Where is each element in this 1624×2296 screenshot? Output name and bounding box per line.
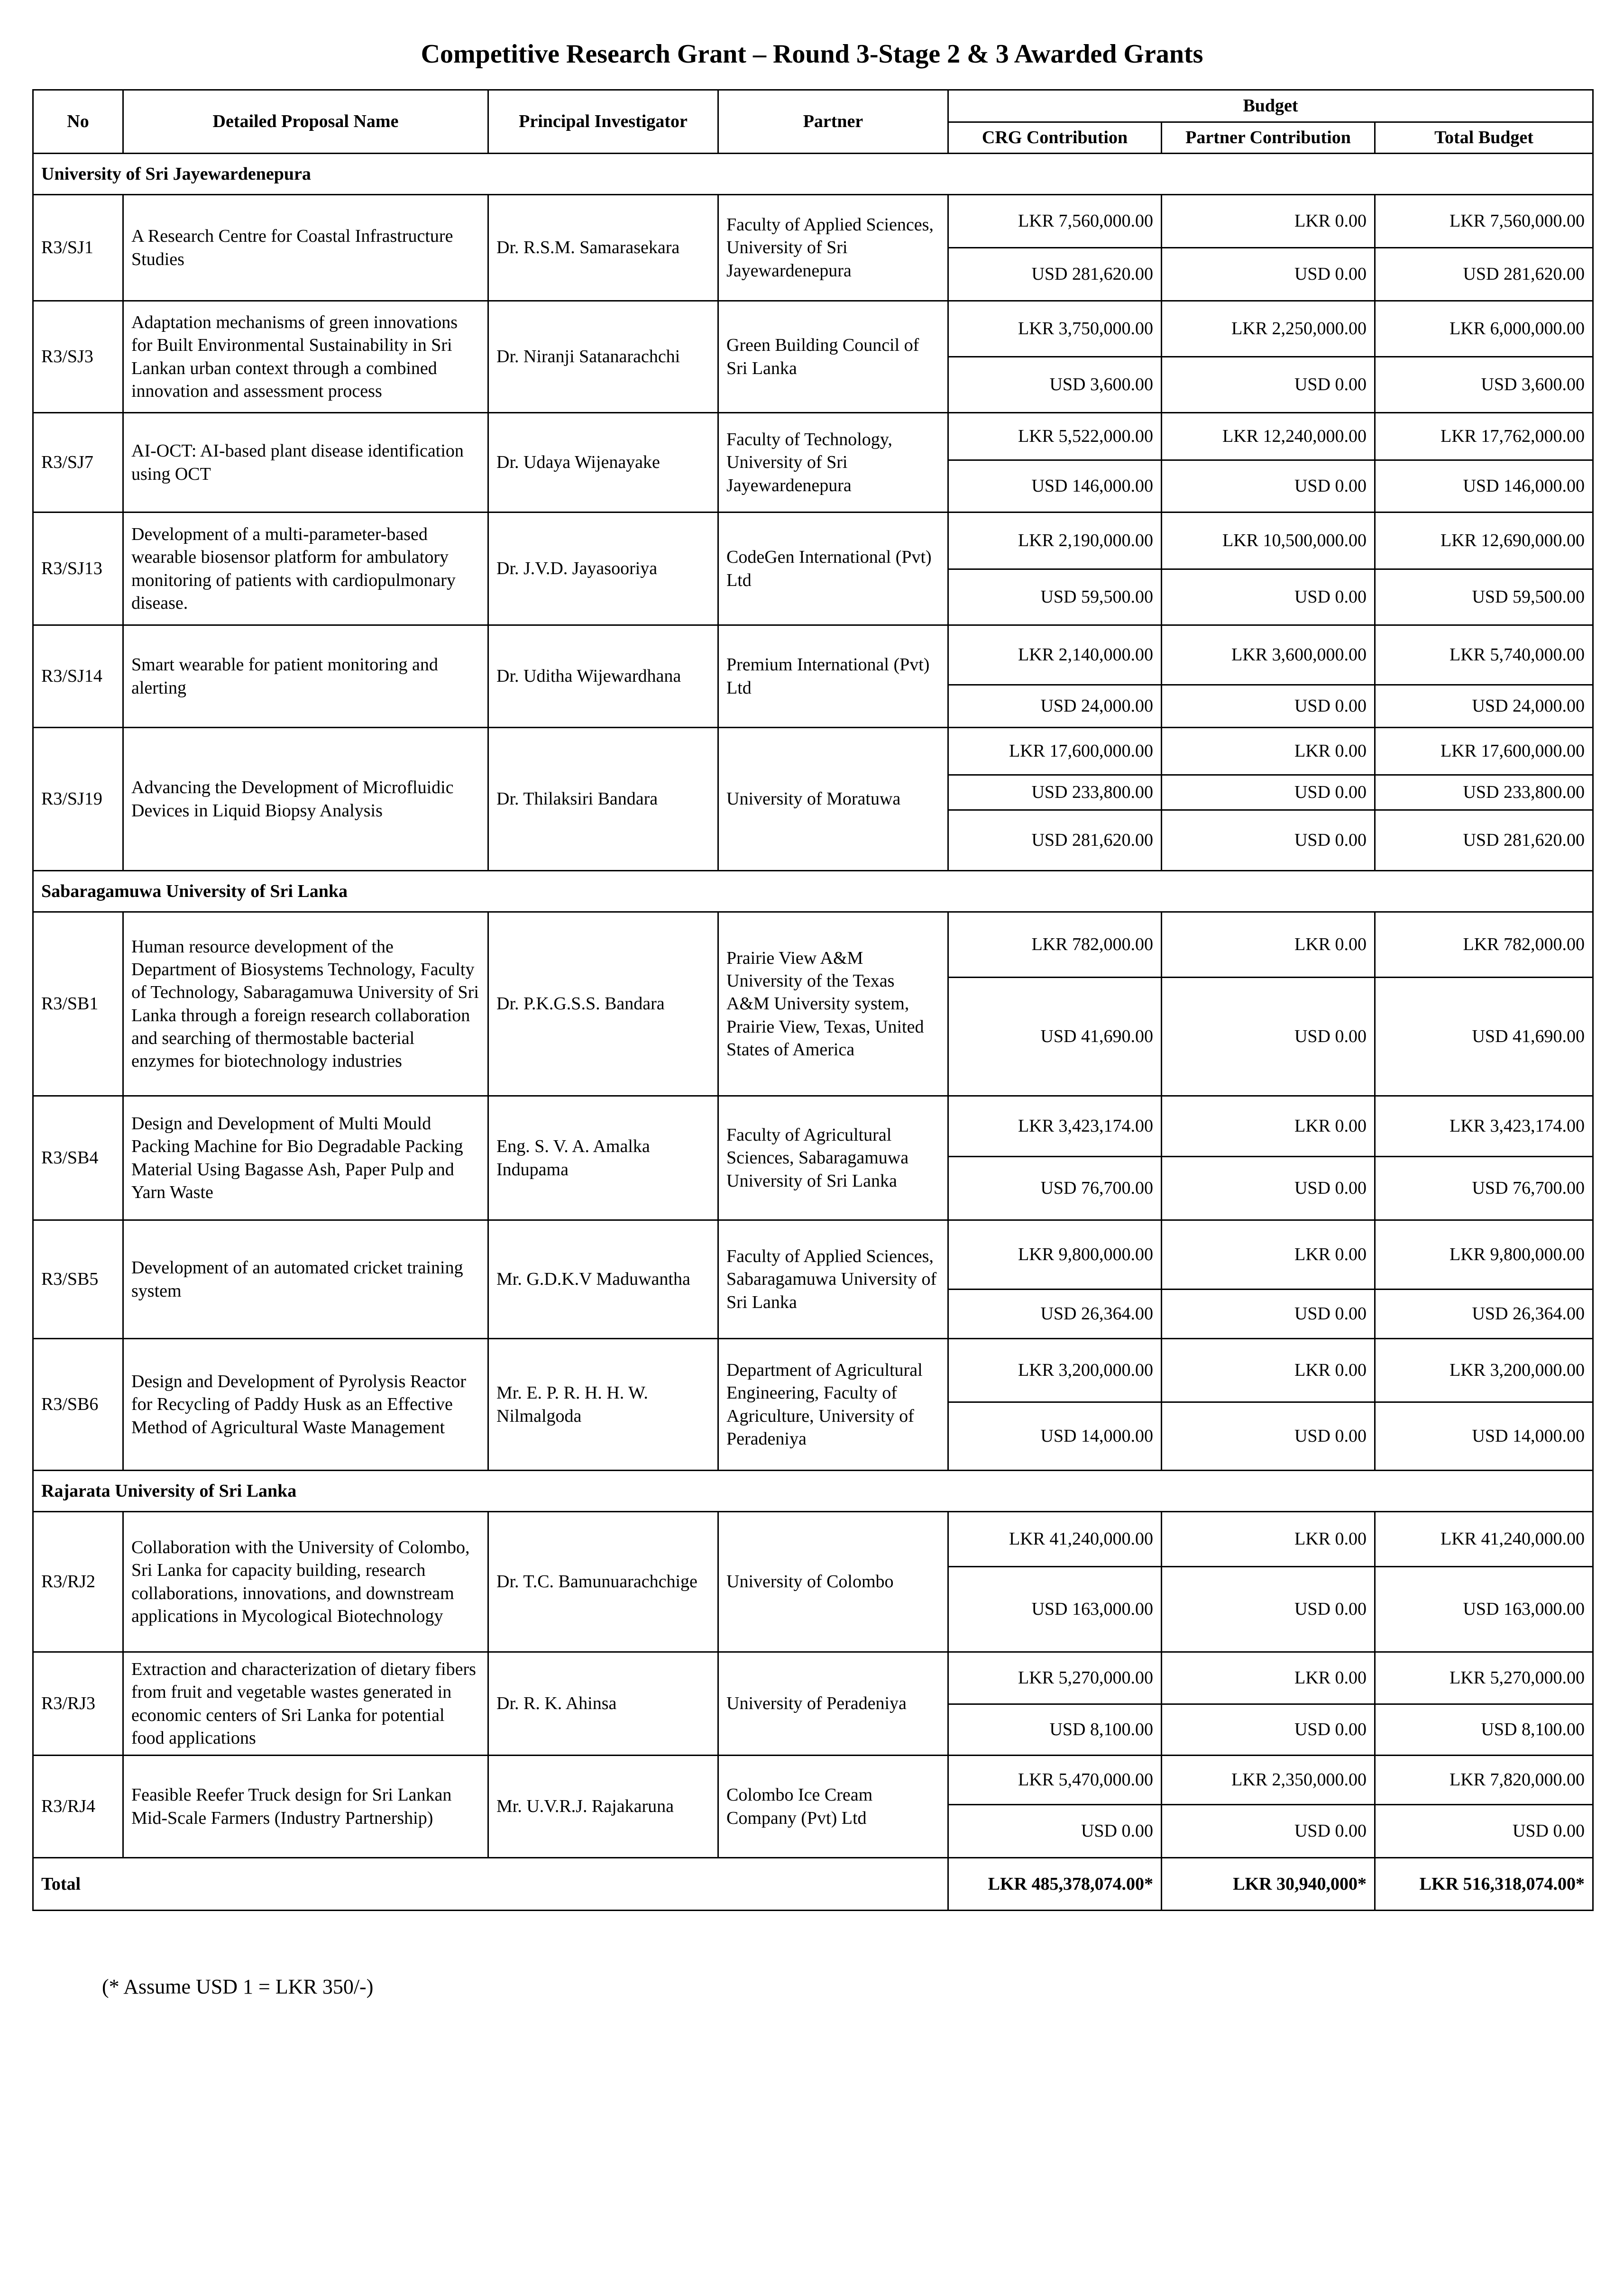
proposal-name: Advancing the Development of Microfluidic Devices in Liquid Biopsy Analysis [123, 728, 488, 871]
partner-name: Faculty of Applied Sciences, University of Sri Jayewardenepura [718, 195, 948, 301]
partner-name: Prairie View A&M University of the Texas A&M University system, Prairie View, Texas, United States of America [718, 912, 948, 1096]
crg-contribution: LKR 2,140,000.00 [948, 625, 1162, 685]
partner-name: Colombo Ice Cream Company (Pvt) Ltd [718, 1756, 948, 1858]
partner-contribution: LKR 2,350,000.00 [1162, 1756, 1375, 1805]
proposal-name: A Research Centre for Coastal Infrastructure Studies [123, 195, 488, 301]
proposal-name: Adaptation mechanisms of green innovations for Built Environmental Sustainability in Sri Lankan urban context through a combined innovation and assessment process [123, 301, 488, 413]
principal-investigator: Dr. Uditha Wijewardhana [488, 625, 718, 728]
header-principal-investigator: Principal Investigator [488, 90, 718, 154]
table-row [33, 1339, 1593, 1402]
proposal-name: Extraction and characterization of dietary fibers from fruit and vegetable wastes generated in economic centers of Sri Lanka for potential food applications [123, 1652, 488, 1756]
total-budget-cell: USD 233,800.00 [1375, 775, 1593, 810]
section-title: Sabaragamuwa University of Sri Lanka [33, 871, 1593, 912]
header-partner: Partner [718, 90, 948, 154]
proposal-number: R3/SJ7 [33, 413, 123, 512]
crg-contribution: LKR 3,423,174.00 [948, 1096, 1162, 1157]
partner-name: Faculty of Technology, University of Sri Jayewardenepura [718, 413, 948, 512]
proposal-number: R3/SJ19 [33, 728, 123, 871]
total-partner: LKR 30,940,000* [1162, 1858, 1375, 1911]
principal-investigator: Eng. S. V. A. Amalka Indupama [488, 1096, 718, 1220]
total-label: Total [33, 1858, 948, 1911]
total-budget-cell: LKR 3,200,000.00 [1375, 1339, 1593, 1402]
total-row [33, 1858, 1593, 1911]
principal-investigator: Mr. U.V.R.J. Rajakaruna [488, 1756, 718, 1858]
table-row [33, 728, 1593, 775]
crg-contribution: LKR 17,600,000.00 [948, 728, 1162, 775]
crg-contribution: LKR 3,200,000.00 [948, 1339, 1162, 1402]
crg-contribution: USD 76,700.00 [948, 1157, 1162, 1220]
total-budget-cell: USD 3,600.00 [1375, 357, 1593, 413]
crg-contribution: USD 233,800.00 [948, 775, 1162, 810]
partner-contribution: USD 0.00 [1162, 810, 1375, 871]
crg-contribution: USD 281,620.00 [948, 810, 1162, 871]
table-row [33, 1220, 1593, 1290]
partner-contribution: LKR 0.00 [1162, 1512, 1375, 1567]
section-title: Rajarata University of Sri Lanka [33, 1471, 1593, 1512]
table-row [33, 301, 1593, 357]
proposal-name: Development of an automated cricket training system [123, 1220, 488, 1339]
proposal-number: R3/SB6 [33, 1339, 123, 1471]
partner-contribution: USD 0.00 [1162, 569, 1375, 625]
crg-contribution: LKR 5,270,000.00 [948, 1652, 1162, 1704]
partner-contribution: LKR 3,600,000.00 [1162, 625, 1375, 685]
section-sri-jayewardenepura [33, 154, 1593, 195]
total-budget-cell: LKR 5,740,000.00 [1375, 625, 1593, 685]
partner-contribution: USD 0.00 [1162, 248, 1375, 301]
total-budget-cell: USD 146,000.00 [1375, 460, 1593, 512]
crg-contribution: USD 3,600.00 [948, 357, 1162, 413]
partner-contribution: USD 0.00 [1162, 1402, 1375, 1471]
table-row [33, 512, 1593, 569]
proposal-number: R3/SB1 [33, 912, 123, 1096]
crg-contribution: LKR 2,190,000.00 [948, 512, 1162, 569]
partner-contribution: LKR 2,250,000.00 [1162, 301, 1375, 357]
crg-contribution: LKR 782,000.00 [948, 912, 1162, 978]
total-budget-cell: USD 163,000.00 [1375, 1567, 1593, 1652]
total-budget-cell: USD 14,000.00 [1375, 1402, 1593, 1471]
total-budget-cell: LKR 12,690,000.00 [1375, 512, 1593, 569]
partner-name: Department of Agricultural Engineering, Faculty of Agriculture, University of Peradeniya [718, 1339, 948, 1471]
table-row [33, 912, 1593, 978]
partner-contribution: LKR 10,500,000.00 [1162, 512, 1375, 569]
crg-contribution: USD 281,620.00 [948, 248, 1162, 301]
table-row [33, 413, 1593, 460]
header-crg-contribution: CRG Contribution [948, 122, 1162, 154]
crg-contribution: LKR 41,240,000.00 [948, 1512, 1162, 1567]
table-row [33, 195, 1593, 248]
proposal-name: AI-OCT: AI-based plant disease identification using OCT [123, 413, 488, 512]
header-no: No [33, 90, 123, 154]
proposal-name: Design and Development of Multi Mould Packing Machine for Bio Degradable Packing Material Using Bagasse Ash, Paper Pulp and Yarn Waste [123, 1096, 488, 1220]
crg-contribution: LKR 5,470,000.00 [948, 1756, 1162, 1805]
crg-contribution: USD 8,100.00 [948, 1704, 1162, 1756]
header-total-budget: Total Budget [1375, 122, 1593, 154]
partner-contribution: USD 0.00 [1162, 1704, 1375, 1756]
principal-investigator: Dr. R.S.M. Samarasekara [488, 195, 718, 301]
partner-contribution: LKR 12,240,000.00 [1162, 413, 1375, 460]
partner-name: Green Building Council of Sri Lanka [718, 301, 948, 413]
table-row [33, 1756, 1593, 1805]
proposal-name: Human resource development of the Department of Biosystems Technology, Faculty of Technology, Sabaragamuwa University of Sri Lanka through a foreign research collaboration and searching of thermostable bacterial enzymes for biotechnology industries [123, 912, 488, 1096]
header-partner-contribution: Partner Contribution [1162, 122, 1375, 154]
total-budget-cell: LKR 5,270,000.00 [1375, 1652, 1593, 1704]
total-budget-cell: USD 8,100.00 [1375, 1704, 1593, 1756]
table-row [33, 625, 1593, 685]
crg-contribution: USD 14,000.00 [948, 1402, 1162, 1471]
total-budget-cell: LKR 9,800,000.00 [1375, 1220, 1593, 1290]
partner-name: CodeGen International (Pvt) Ltd [718, 512, 948, 625]
partner-contribution: USD 0.00 [1162, 775, 1375, 810]
partner-name: University of Colombo [718, 1512, 948, 1652]
total-budget-cell: LKR 6,000,000.00 [1375, 301, 1593, 357]
header-budget: Budget [948, 90, 1593, 122]
total-budget-cell: LKR 17,600,000.00 [1375, 728, 1593, 775]
total-budget-cell: USD 24,000.00 [1375, 685, 1593, 728]
crg-contribution: USD 59,500.00 [948, 569, 1162, 625]
total-budget-cell: LKR 782,000.00 [1375, 912, 1593, 978]
partner-contribution: USD 0.00 [1162, 357, 1375, 413]
proposal-number: R3/SJ1 [33, 195, 123, 301]
total-budget-cell: USD 281,620.00 [1375, 248, 1593, 301]
principal-investigator: Dr. T.C. Bamunuarachchige [488, 1512, 718, 1652]
total-budget-cell: USD 26,364.00 [1375, 1290, 1593, 1339]
partner-contribution: USD 0.00 [1162, 460, 1375, 512]
partner-contribution: USD 0.00 [1162, 1290, 1375, 1339]
exchange-rate-note: (* Assume USD 1 = LKR 350/-) [102, 1975, 374, 1998]
crg-contribution: USD 0.00 [948, 1805, 1162, 1858]
partner-contribution: USD 0.00 [1162, 1157, 1375, 1220]
grants-table [32, 89, 1594, 1911]
principal-investigator: Dr. J.V.D. Jayasooriya [488, 512, 718, 625]
crg-contribution: USD 41,690.00 [948, 978, 1162, 1096]
page-title: Competitive Research Grant – Round 3-Stage 2 & 3 Awarded Grants [421, 39, 1203, 69]
principal-investigator: Dr. Niranji Satanarachchi [488, 301, 718, 413]
section-sabaragamuwa [33, 871, 1593, 912]
partner-contribution: USD 0.00 [1162, 1805, 1375, 1858]
total-budget-cell: USD 281,620.00 [1375, 810, 1593, 871]
partner-contribution: USD 0.00 [1162, 1567, 1375, 1652]
proposal-number: R3/RJ3 [33, 1652, 123, 1756]
total-budget-cell: USD 0.00 [1375, 1805, 1593, 1858]
partner-name: University of Moratuwa [718, 728, 948, 871]
crg-contribution: USD 24,000.00 [948, 685, 1162, 728]
proposal-name: Collaboration with the University of Colombo, Sri Lanka for capacity building, research collaborations, innovations, and downstream applications in Mycological Biotechnology [123, 1512, 488, 1652]
table-body [33, 154, 1593, 1858]
partner-contribution: USD 0.00 [1162, 978, 1375, 1096]
principal-investigator: Dr. R. K. Ahinsa [488, 1652, 718, 1756]
partner-contribution: LKR 0.00 [1162, 195, 1375, 248]
total-crg: LKR 485,378,074.00* [948, 1858, 1162, 1911]
partner-contribution: LKR 0.00 [1162, 1220, 1375, 1290]
proposal-name: Design and Development of Pyrolysis Reactor for Recycling of Paddy Husk as an Effective Method of Agricultural Waste Management [123, 1339, 488, 1471]
total-budget-cell: LKR 17,762,000.00 [1375, 413, 1593, 460]
partner-contribution: LKR 0.00 [1162, 1652, 1375, 1704]
section-rajarata [33, 1471, 1593, 1512]
principal-investigator: Dr. Udaya Wijenayake [488, 413, 718, 512]
crg-contribution: LKR 3,750,000.00 [948, 301, 1162, 357]
crg-contribution: USD 163,000.00 [948, 1567, 1162, 1652]
proposal-number: R3/RJ4 [33, 1756, 123, 1858]
partner-contribution: LKR 0.00 [1162, 912, 1375, 978]
crg-contribution: LKR 9,800,000.00 [948, 1220, 1162, 1290]
partner-contribution: LKR 0.00 [1162, 1096, 1375, 1157]
partner-contribution: LKR 0.00 [1162, 1339, 1375, 1402]
partner-name: Faculty of Agricultural Sciences, Sabaragamuwa University of Sri Lanka [718, 1096, 948, 1220]
crg-contribution: LKR 5,522,000.00 [948, 413, 1162, 460]
proposal-number: R3/RJ2 [33, 1512, 123, 1652]
principal-investigator: Dr. Thilaksiri Bandara [488, 728, 718, 871]
principal-investigator: Dr. P.K.G.S.S. Bandara [488, 912, 718, 1096]
proposal-name: Feasible Reefer Truck design for Sri Lankan Mid-Scale Farmers (Industry Partnership) [123, 1756, 488, 1858]
partner-contribution: LKR 0.00 [1162, 728, 1375, 775]
table-row [33, 1652, 1593, 1704]
header-proposal-name: Detailed Proposal Name [123, 90, 488, 154]
total-budget-cell: USD 41,690.00 [1375, 978, 1593, 1096]
proposal-name: Development of a multi-parameter-based wearable biosensor platform for ambulatory monitoring of patients with cardiopulmonary disease. [123, 512, 488, 625]
principal-investigator: Mr. E. P. R. H. H. W. Nilmalgoda [488, 1339, 718, 1471]
crg-contribution: LKR 7,560,000.00 [948, 195, 1162, 248]
total-budget-cell: LKR 41,240,000.00 [1375, 1512, 1593, 1567]
total-budget-cell: USD 59,500.00 [1375, 569, 1593, 625]
proposal-number: R3/SJ3 [33, 301, 123, 413]
proposal-number: R3/SB4 [33, 1096, 123, 1220]
total-budget-cell: LKR 3,423,174.00 [1375, 1096, 1593, 1157]
partner-name: Faculty of Applied Sciences, Sabaragamuwa University of Sri Lanka [718, 1220, 948, 1339]
table-row [33, 1512, 1593, 1567]
proposal-number: R3/SJ14 [33, 625, 123, 728]
partner-contribution: USD 0.00 [1162, 685, 1375, 728]
table-row [33, 1096, 1593, 1157]
crg-contribution: USD 146,000.00 [948, 460, 1162, 512]
principal-investigator: Mr. G.D.K.V Maduwantha [488, 1220, 718, 1339]
proposal-number: R3/SJ13 [33, 512, 123, 625]
proposal-name: Smart wearable for patient monitoring and alerting [123, 625, 488, 728]
total-budget: LKR 516,318,074.00* [1375, 1858, 1593, 1911]
section-title: University of Sri Jayewardenepura [33, 154, 1593, 195]
crg-contribution: USD 26,364.00 [948, 1290, 1162, 1339]
partner-name: Premium International (Pvt) Ltd [718, 625, 948, 728]
total-budget-cell: USD 76,700.00 [1375, 1157, 1593, 1220]
total-budget-cell: LKR 7,560,000.00 [1375, 195, 1593, 248]
partner-name: University of Peradeniya [718, 1652, 948, 1756]
proposal-number: R3/SB5 [33, 1220, 123, 1339]
total-budget-cell: LKR 7,820,000.00 [1375, 1756, 1593, 1805]
